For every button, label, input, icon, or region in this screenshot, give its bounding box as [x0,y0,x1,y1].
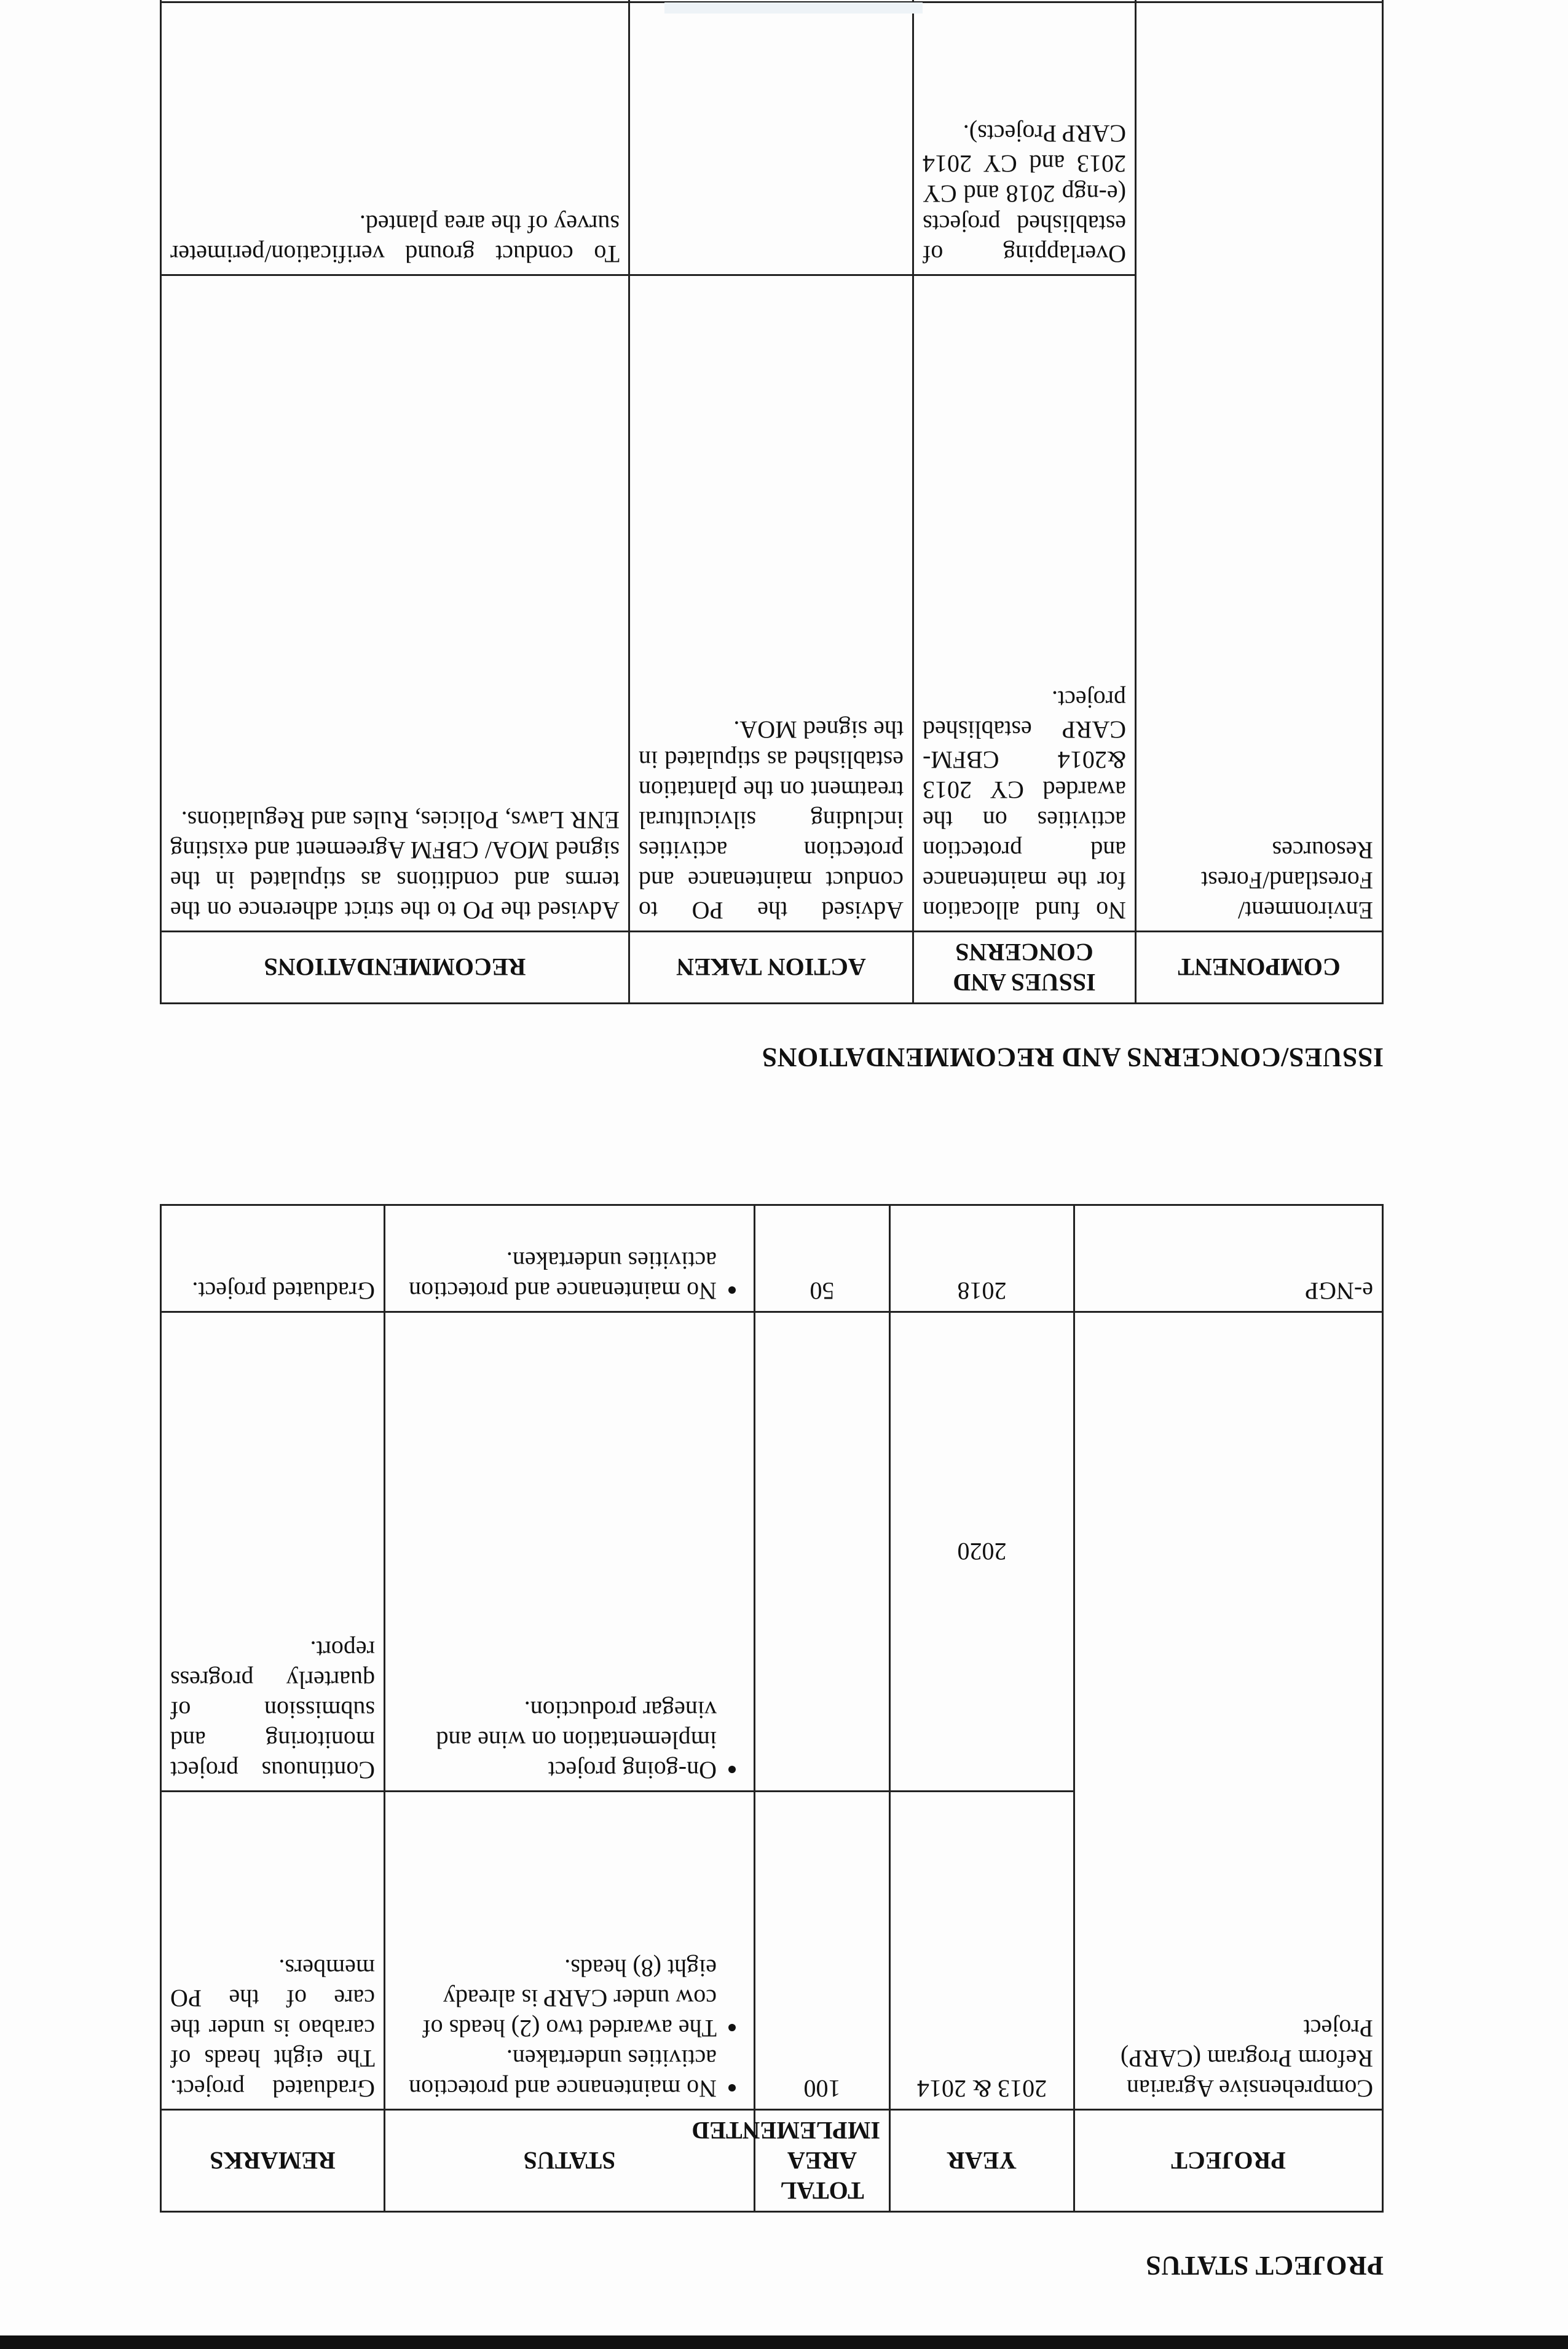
header-issues: ISSUES AND CONCERNS [913,932,1136,1004]
issue-cell [913,0,1136,2]
remarks-cell: Graduated project. The eight heads of carabao is under the care of the PO members. [161,1792,385,2110]
recommendation-cell: To conduct ground verification/perimeter survey of the area planted. [161,2,629,275]
table-row [161,0,1383,2]
project-cell: Comprehensive Agrarian Reform Program (CARP) Project [1074,1312,1383,2110]
status-cell [385,1792,755,2110]
area-cell [755,1312,890,1792]
status-bullet: • No maintenance and protection activities undertaken. [394,1246,717,1306]
status-cell [385,1312,755,1792]
scan-smudge [664,2,923,14]
table-header-row [161,2110,1383,2212]
remarks-cell: Continuous project monitoring and submission of quarterly progress report. [161,1312,385,1792]
component-cell: Environment/ Forestland/Forest Resources [1136,2,1383,932]
header-status: STATUS [385,2110,755,2212]
action-cell: Advised the PO to conduct maintenance and protection activities including silvicultural treatment on the plantation established as stipulated in the signed MOA. [629,275,913,932]
component-cell [1136,0,1383,2]
remarks-cell: Graduated project. [161,1205,385,1312]
recommendation-cell [161,0,629,2]
issue-cell: No fund allocation for the maintenance and protection activities on the awarded CY 2013 &2014 CBFM-CARP established project. [913,275,1136,932]
issues-title: ISSUES/CONCERNS AND RECOMMENDATIONS [762,1042,1384,1072]
header-project: PROJECT [1074,2110,1383,2212]
issue-cell: Overlapping of established projects (e-ngp 2018 and CY 2013 and CY 2014 CARP Projects). [913,2,1136,275]
project-status-table [160,1204,1384,2213]
header-action: ACTION TAKEN [629,932,913,1004]
year-cell: 2020 [890,1312,1074,1792]
header-component: COMPONENT [1136,932,1383,1004]
table-row [161,275,1383,932]
project-status-title: PROJECT STATUS [1145,2251,1384,2281]
status-bullet: • No maintenance and protection activities undertaken. [394,2044,717,2104]
scan-edge-bar [0,2335,1568,2349]
project-cell: e-NGP [1074,1205,1383,1312]
table-header-row [161,932,1383,1004]
table-row [161,1792,1383,2110]
status-bullet: • On-going project implementation on wine and vinegar production. [394,1695,717,1785]
issues-table [160,0,1384,1004]
header-total-area: TOTAL AREA IMPLEMENTED [755,2110,890,2212]
action-cell [629,0,913,2]
action-cell [629,2,913,275]
year-cell: 2018 [890,1205,1074,1312]
header-remarks: REMARKS [161,2110,385,2212]
header-recommendations: RECOMMENDATIONS [161,932,629,1004]
year-cell: 2013 & 2014 [890,1792,1074,2110]
area-cell: 50 [755,1205,890,1312]
area-cell: 100 [755,1792,890,2110]
table-row [161,1205,1383,1312]
status-cell [385,1205,755,1312]
status-bullet: • The awarded two (2) heads of cow under CARP is already eight (8) heads. [394,1953,717,2044]
header-year: YEAR [890,2110,1074,2212]
recommendation-cell: Advised the PO to the strict adherence on the terms and conditions as stipulated in the signed MOA/ CBFM Agreement and existing ENR Laws, Policies, Rules and Regulations. [161,275,629,932]
